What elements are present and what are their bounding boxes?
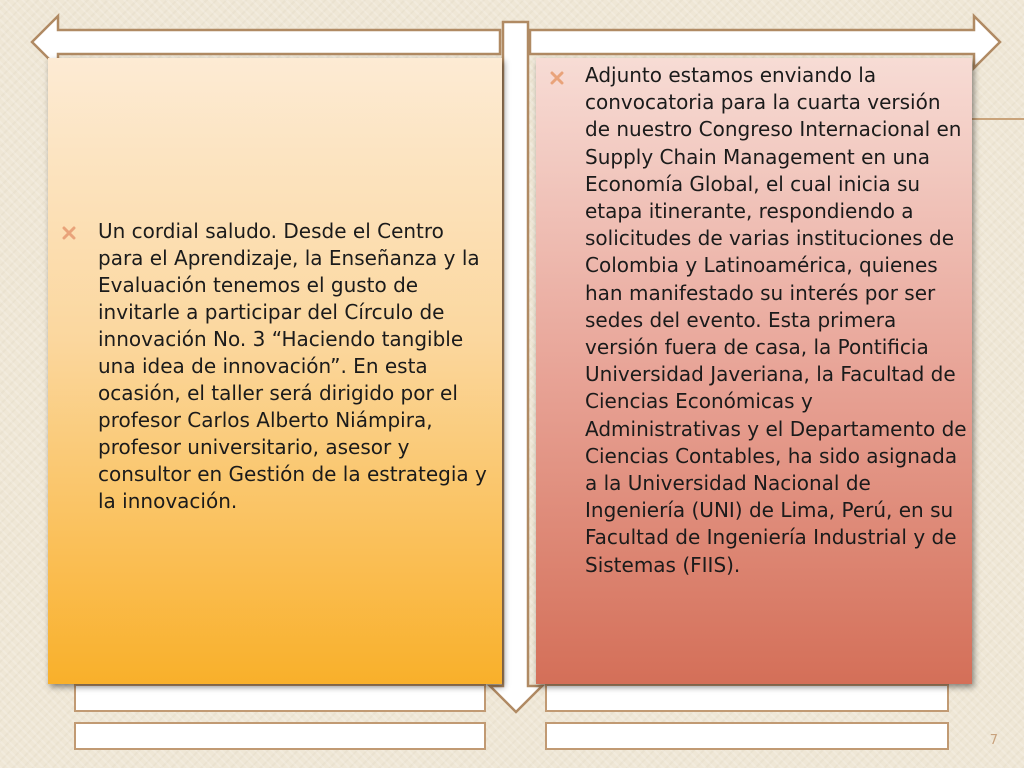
left-panel-text: Un cordial saludo. Desde el Centro para el Aprendizaje, la Enseñanza y la Evaluación tenemos el gusto de invitarle a participar del Círculo de innovación No. 3 “Haciendo tangible una idea de innovación”. En esta ocasión, el taller será dirigido por el profesor Carlos Alberto Niámpira, profesor universitario, asesor y consultor en Gestión de la estrategia y la innovación.	[98, 219, 487, 513]
bottom-bar-left-1	[74, 684, 486, 712]
slide-number: 7	[989, 733, 998, 748]
bottom-bar-right-1	[545, 684, 949, 712]
bottom-bar-left-2	[74, 722, 486, 750]
cross-bullet-icon	[62, 226, 76, 240]
right-panel-text: Adjunto estamos enviando la convocatoria para la cuarta versión de nuestro Congreso Internacional en Supply Chain Management en una Economía Global, el cual inicia su etapa itinerante, respondiendo a solicitudes de varias instituciones de Colombia y Latinoamérica, quienes han manifestado su interés por ser sedes del evento. Esta primera versión fuera de casa, la Pontificia Universidad Javeriana, la Facultad de Ciencias Económicas y Administrativas y el Departamento de Ciencias Contables, ha sido asignada a la Universidad Nacional de Ingeniería (UNI) de Lima, Perú, en su Facultad de Ingeniería Industrial y de Sistemas (FIIS).	[585, 63, 967, 577]
bottom-bar-right-2	[545, 722, 949, 750]
cross-bullet-icon	[550, 71, 564, 85]
